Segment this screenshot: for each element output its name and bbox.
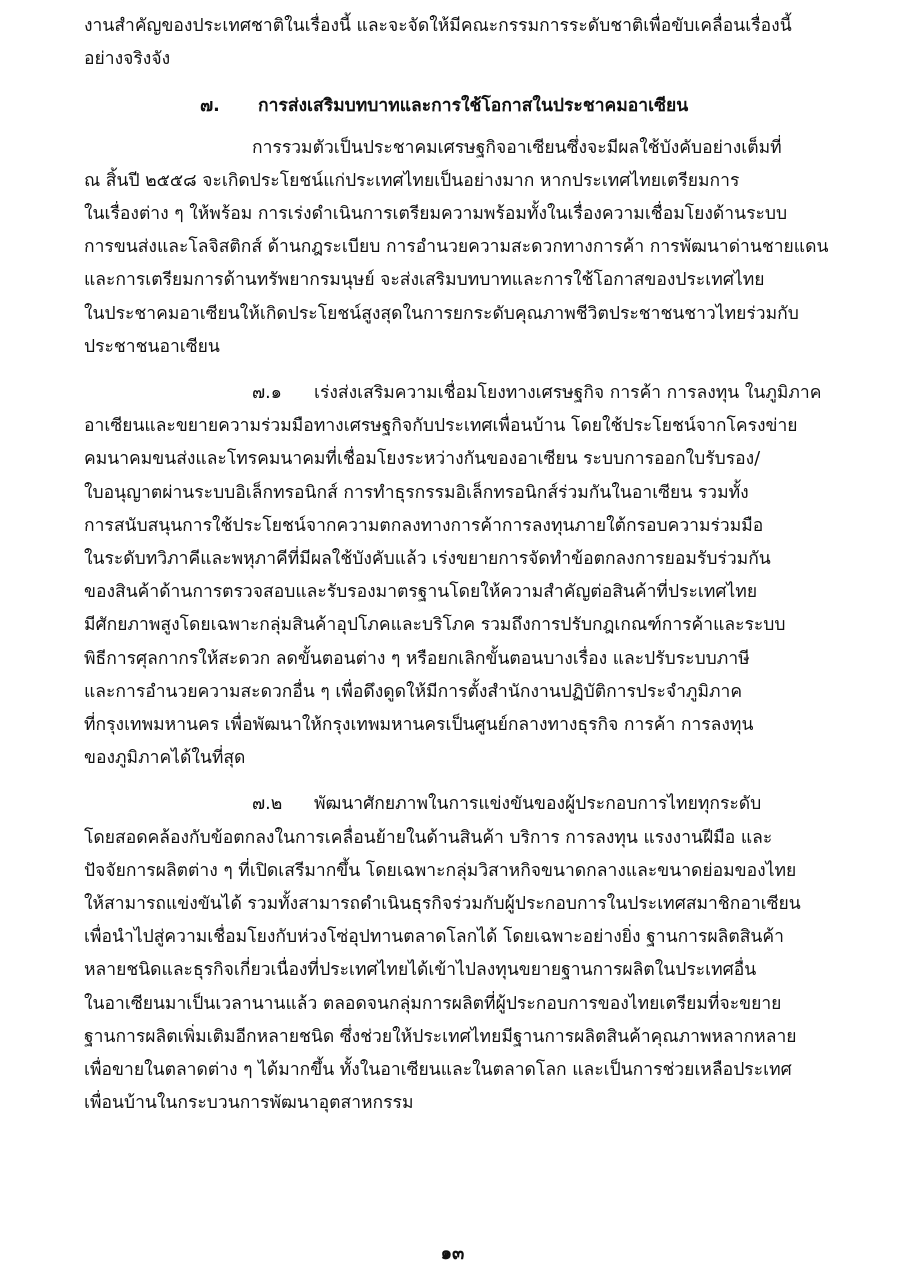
text-line: ณ สิ้นปี ๒๕๕๘ จะเกิดประโยชน์แก่ประเทศไทยเป็นอย่างมาก หากประเทศไทยเตรียมการ: [84, 170, 740, 191]
paragraph-spacer: [84, 775, 850, 788]
text-line: การขนส่งและโลจิสติกส์ ด้านกฎระเบียบ การอำนวยความสะดวกทางการค้า การพัฒนาด่านชายแดน: [84, 237, 829, 258]
text-line: ประชาชนอาเซียน: [84, 336, 220, 357]
text-line: งานสำคัญของประเทศชาติในเรื่องนี้ และจะจัดให้มีคณะกรรมการระดับชาติเพื่อขับเคลื่อนเรื่องนี้: [84, 16, 792, 36]
page-number: ๑๓: [440, 1243, 465, 1264]
section-number: ๗.: [200, 96, 220, 117]
text-line: อย่างจริงจัง: [84, 49, 171, 70]
text-line: ใบอนุญาตผ่านระบบอิเล็กทรอนิกส์ การทำธุรกรรมอิเล็กทรอนิกส์ร่วมกันในอาเซียน รวมทั้ง: [84, 482, 749, 503]
item-number: ๗.๑: [252, 383, 282, 404]
text-line: เพื่อนบ้านในกระบวนการพัฒนาอุตสาหกรรม: [84, 1093, 414, 1114]
text-line: ให้สามารถแข่งขันได้ รวมทั้งสามารถดำเนินธุรกิจร่วมกับผู้ประกอบการในประเทศสมาชิกอาเซียน: [84, 894, 801, 915]
text-line: พิธีการศุลกากรให้สะดวก ลดขั้นตอนต่าง ๆ หรือยกเลิกขั้นตอนบางเรื่อง และปรับระบบภาษี: [84, 648, 750, 669]
text-line: และการอำนวยความสะดวกอื่น ๆ เพื่อดึงดูดให้มีการตั้งสำนักงานปฏิบัติการประจำภูมิภาค: [84, 681, 743, 702]
text-line: โดยสอดคล้องกับข้อตกลงในการเคลื่อนย้ายในด้านสินค้า บริการ การลงทุน แรงงานฝีมือ และ: [84, 827, 773, 848]
item-number: ๗.๒: [252, 794, 283, 815]
text-line: หลายชนิดและธุรกิจเกี่ยวเนื่องที่ประเทศไทยได้เข้าไปลงทุนขยายฐานการผลิตในประเทศอื่น: [84, 960, 757, 981]
paragraph-7-1: [84, 377, 850, 775]
item-first-line: เร่งส่งเสริมความเชื่อมโยงทางเศรษฐกิจ การค้า การลงทุน ในภูมิภาค: [314, 383, 822, 404]
main-paragraph: [84, 132, 850, 364]
text-line: เพื่อนำไปสู่ความเชื่อมโยงกับห่วงโซ่อุปทานตลาดโลกได้ โดยเฉพาะอย่างยิ่ง ฐานการผลิตสินค้า: [84, 927, 784, 948]
paragraph-7-2: [84, 788, 850, 1120]
paragraph-spacer: [84, 364, 850, 377]
text-line: ฐานการผลิตเพิ่มเติมอีกหลายชนิด ซึ่งช่วยให้ประเทศไทยมีฐานการผลิตสินค้าคุณภาพหลากหลาย: [84, 1026, 797, 1047]
section-heading: [84, 90, 850, 123]
item-first-line: พัฒนาศักยภาพในการแข่งขันของผู้ประกอบการไทยทุกระดับ: [314, 794, 762, 815]
text-line: [84, 377, 850, 410]
text-line: มีศักยภาพสูงโดยเฉพาะกลุ่มสินค้าอุปโภคและบริโภค รวมถึงการปรับกฎเกณฑ์การค้าและระบบ: [84, 615, 786, 636]
text-line: คมนาคมขนส่งและโทรคมนาคมที่เชื่อมโยงระหว่างกันของอาเซียน ระบบการออกใบรับรอง/: [84, 449, 761, 470]
text-line: ของสินค้าด้านการตรวจสอบและรับรองมาตรฐานโดยให้ความสำคัญต่อสินค้าที่ประเทศไทย: [84, 582, 758, 603]
section-title: การส่งเสริมบทบาทและการใช้โอกาสในประชาคมอาเซียน: [258, 96, 689, 117]
document-body: [84, 10, 850, 1121]
text-line: และการเตรียมการด้านทรัพยากรมนุษย์ จะส่งเสริมบทบาทและการใช้โอกาสของประเทศไทย: [84, 270, 765, 291]
text-line: ที่กรุงเทพมหานคร เพื่อพัฒนาให้กรุงเทพมหานครเป็นศูนย์กลางทางธุรกิจ การค้า การลงทุน: [84, 715, 754, 736]
text-line: [84, 788, 850, 821]
text-line: การสนับสนุนการใช้ประโยชน์จากความตกลงทางการค้าการลงทุนภายใต้กรอบความร่วมมือ: [84, 515, 764, 536]
text-line: ในอาเซียนมาเป็นเวลานานแล้ว ตลอดจนกลุ่มการผลิตที่ผู้ประกอบการของไทยเตรียมที่จะขยาย: [84, 993, 782, 1014]
text-line: ในระดับทวิภาคีและพหุภาคีที่มีผลใช้บังคับแล้ว เร่งขยายการจัดทำข้อตกลงการยอมรับร่วมกัน: [84, 549, 771, 570]
text-line: ในประชาคมอาเซียนให้เกิดประโยชน์สูงสุดในการยกระดับคุณภาพชีวิตประชาชนชาวไทยร่วมกับ: [84, 303, 799, 324]
intro-paragraph: [84, 10, 850, 76]
text-line: ปัจจัยการผลิตต่าง ๆ ที่เปิดเสรีมากขึ้น โดยเฉพาะกลุ่มวิสาหกิจขนาดกลางและขนาดย่อมของไทย: [84, 860, 797, 881]
text-line: เพื่อขายในตลาดต่าง ๆ ได้มากขึ้น ทั้งในอาเซียนและในตลาดโลก และเป็นการช่วยเหลือประเทศ: [84, 1060, 792, 1081]
text-line: ในเรื่องต่าง ๆ ให้พร้อม การเร่งดำเนินการเตรียมความพร้อมทั้งในเรื่องความเชื่อมโยงด้านระบบ: [84, 204, 788, 225]
text-line: การรวมตัวเป็นประชาคมเศรษฐกิจอาเซียนซึ่งจะมีผลใช้บังคับอย่างเต็มที่: [252, 137, 782, 158]
text-line: อาเซียนและขยายความร่วมมือทางเศรษฐกิจกับประเทศเพื่อนบ้าน โดยใช้ประโยชน์จากโครงข่าย: [84, 416, 798, 437]
text-line: ของภูมิภาคได้ในที่สุด: [84, 748, 246, 769]
